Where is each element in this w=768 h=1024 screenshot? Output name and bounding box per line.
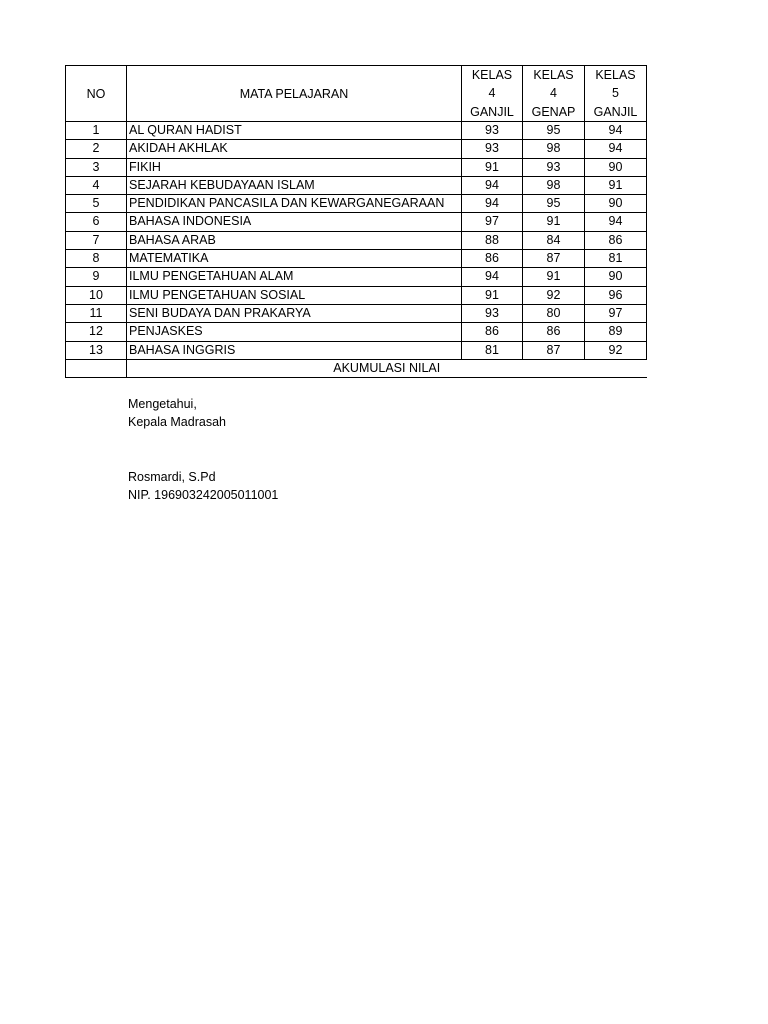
- akumulasi-nilai-label: AKUMULASI NILAI: [127, 359, 647, 377]
- row-value: 81: [585, 250, 647, 268]
- row-value: 91: [462, 158, 523, 176]
- row-subject: PENJASKES: [127, 323, 462, 341]
- row-subject: AKIDAH AKHLAK: [127, 140, 462, 158]
- row-value: 90: [585, 268, 647, 286]
- row-no: 9: [66, 268, 127, 286]
- signature-line-title: Kepala Madrasah: [128, 415, 226, 430]
- row-value: 95: [523, 122, 585, 140]
- row-value: 94: [585, 140, 647, 158]
- total-no-cell: [66, 359, 127, 377]
- row-value: 84: [523, 231, 585, 249]
- table-row: [66, 286, 647, 304]
- signature-nip: NIP. 196903242005011001: [128, 488, 279, 503]
- grades-sheet: [65, 65, 647, 378]
- row-value: 96: [585, 286, 647, 304]
- table-row: [66, 140, 647, 158]
- header-kelas-5-ganjil: [585, 66, 647, 122]
- row-value: 97: [585, 304, 647, 322]
- row-value: 94: [585, 213, 647, 231]
- table-row: [66, 195, 647, 213]
- row-value: 91: [523, 268, 585, 286]
- row-no: 1: [66, 122, 127, 140]
- header-line: GANJIL: [470, 104, 514, 119]
- row-value: 88: [462, 231, 523, 249]
- row-value: 81: [462, 341, 523, 359]
- row-value: 93: [523, 158, 585, 176]
- header-line: 4: [550, 86, 557, 101]
- row-value: 86: [523, 323, 585, 341]
- row-value: 94: [462, 176, 523, 194]
- row-value: 91: [462, 286, 523, 304]
- row-no: 8: [66, 250, 127, 268]
- row-subject: BAHASA INDONESIA: [127, 213, 462, 231]
- table-row: [66, 304, 647, 322]
- row-value: 98: [523, 176, 585, 194]
- row-value: 92: [585, 341, 647, 359]
- row-value: 87: [523, 341, 585, 359]
- row-value: 94: [462, 268, 523, 286]
- header-no: NO: [66, 66, 127, 122]
- row-value: 90: [585, 195, 647, 213]
- table-row: [66, 231, 647, 249]
- row-value: 93: [462, 140, 523, 158]
- row-no: 2: [66, 140, 127, 158]
- row-no: 13: [66, 341, 127, 359]
- table-row: [66, 268, 647, 286]
- row-value: 94: [462, 195, 523, 213]
- row-value: 93: [462, 304, 523, 322]
- header-line: KELAS: [595, 68, 636, 83]
- row-value: 86: [585, 231, 647, 249]
- row-no: 4: [66, 176, 127, 194]
- header-kelas-4-ganjil: [462, 66, 523, 122]
- row-value: 92: [523, 286, 585, 304]
- row-value: 80: [523, 304, 585, 322]
- header-line: 5: [612, 86, 619, 101]
- row-no: 5: [66, 195, 127, 213]
- row-value: 91: [585, 176, 647, 194]
- row-subject: BAHASA ARAB: [127, 231, 462, 249]
- table-row: [66, 158, 647, 176]
- signature-block: [128, 395, 226, 432]
- signature-name: Rosmardi, S.Pd: [128, 470, 216, 484]
- row-subject: FIKIH: [127, 158, 462, 176]
- row-value: 95: [523, 195, 585, 213]
- header-line: KELAS: [471, 68, 513, 83]
- row-no: 6: [66, 213, 127, 231]
- table-row: [66, 250, 647, 268]
- row-value: 90: [585, 158, 647, 176]
- row-subject: SEJARAH KEBUDAYAAN ISLAM: [127, 176, 462, 194]
- signature-line-mengetahui: Mengetahui,: [128, 397, 197, 411]
- row-no: 12: [66, 323, 127, 341]
- table-row: [66, 122, 647, 140]
- total-row: [66, 359, 647, 377]
- row-no: 10: [66, 286, 127, 304]
- header-line: GANJIL: [593, 104, 638, 119]
- row-subject: MATEMATIKA: [127, 250, 462, 268]
- row-value: 86: [462, 323, 523, 341]
- row-value: 97: [462, 213, 523, 231]
- table-row: [66, 323, 647, 341]
- row-value: 87: [523, 250, 585, 268]
- row-no: 11: [66, 304, 127, 322]
- row-subject: AL QURAN HADIST: [127, 122, 462, 140]
- row-value: 94: [585, 122, 647, 140]
- row-subject: BAHASA INGGRIS: [127, 341, 462, 359]
- header-line: GENAP: [531, 104, 576, 119]
- row-subject: SENI BUDAYA DAN PRAKARYA: [127, 304, 462, 322]
- row-subject: PENDIDIKAN PANCASILA DAN KEWARGANEGARAAN: [127, 195, 462, 213]
- table-row: [66, 213, 647, 231]
- grades-table: [65, 65, 647, 378]
- table-row: [66, 341, 647, 359]
- header-subject: MATA PELAJARAN: [127, 66, 462, 122]
- row-value: 89: [585, 323, 647, 341]
- row-no: 7: [66, 231, 127, 249]
- row-subject: ILMU PENGETAHUAN ALAM: [127, 268, 462, 286]
- header-line: 4: [488, 86, 496, 101]
- table-header-row: [66, 66, 647, 122]
- row-value: 91: [523, 213, 585, 231]
- row-value: 86: [462, 250, 523, 268]
- row-value: 98: [523, 140, 585, 158]
- signature-name-block: [128, 468, 278, 505]
- row-no: 3: [66, 158, 127, 176]
- header-kelas-4-genap: [523, 66, 585, 122]
- table-row: [66, 176, 647, 194]
- row-subject: ILMU PENGETAHUAN SOSIAL: [127, 286, 462, 304]
- header-line: KELAS: [533, 68, 574, 83]
- row-value: 93: [462, 122, 523, 140]
